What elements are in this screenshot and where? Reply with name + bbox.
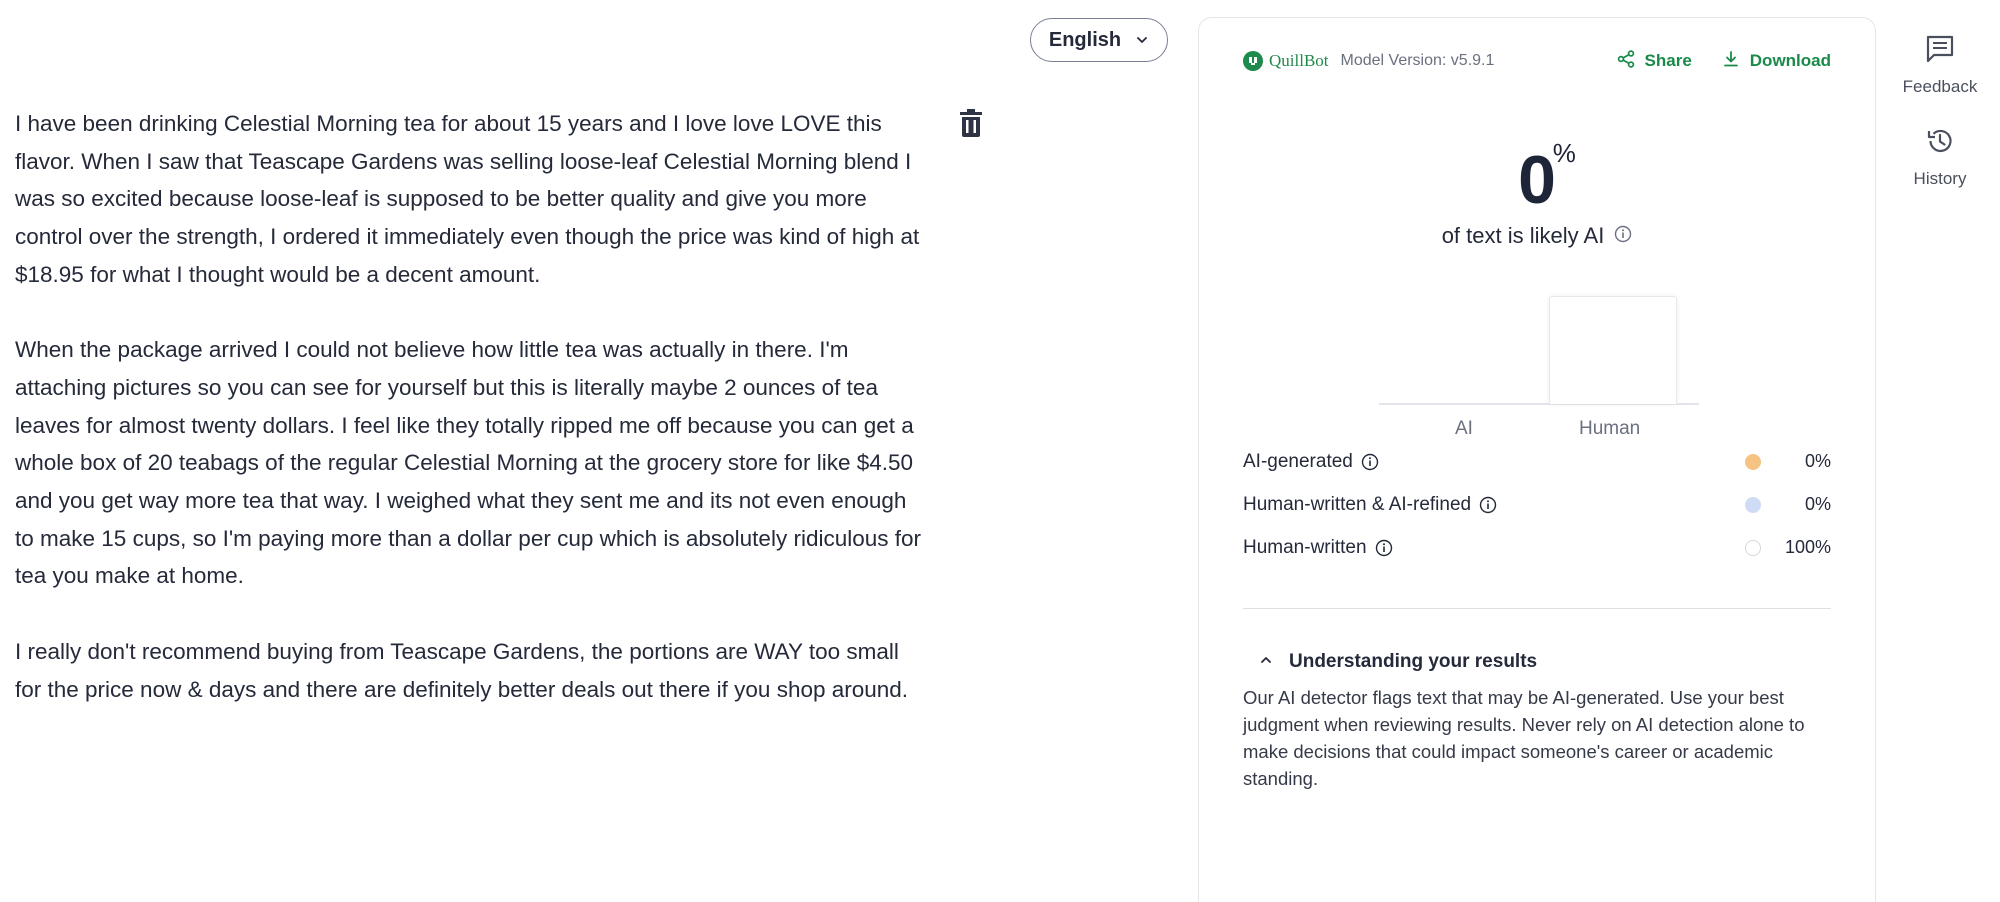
legend-label: Human-written & AI-refined	[1243, 493, 1472, 515]
model-version: Model Version: v5.9.1	[1340, 52, 1495, 69]
legend-dot-ai-generated	[1745, 454, 1761, 470]
info-icon[interactable]	[1614, 223, 1632, 249]
score-caption-row	[1199, 223, 1875, 249]
text-paragraph: I have been drinking Celestial Morning tea for about 15 years and I love love LOVE this flavor. When I saw that Teascape Gardens was selling loose-leaf Celestial Morning blend I was so excited because loose-leaf is supposed to be better quality and give you more control over the strength, I ordered it immediately even though the price was kind of high at $18.95 for what I thought would be a decent amount.	[15, 111, 920, 287]
legend-row-human-written	[1243, 526, 1831, 569]
info-icon[interactable]	[1375, 539, 1393, 557]
understanding-text: Our AI detector flags text that may be AI-generated. Use your best judgment when reviewing results. Never rely on AI detection alone to make decisions that could impact someone's career or academic standing.	[1243, 687, 1805, 789]
text-paragraph: When the package arrived I could not believe how little tea was actually in there. I'm attaching pictures so you can see for yourself but this is literally maybe 2 ounces of tea leaves for almost twenty dollars. I feel like they totally ripped me off because you can get a whole box of 20 teabags of the regular Celestial Morning at the grocery store for like $4.50 and you get way more tea that way. I weighed what they sent me and its not even enough to make 15 cups, so I'm paying more than a dollar per cup which is absolutely ridiculous for tea you make at home.	[15, 337, 921, 589]
chevron-down-icon	[1135, 33, 1149, 47]
history-button[interactable]	[1880, 126, 2000, 189]
bar-label-human: Human	[1579, 418, 1641, 439]
panel-header	[1243, 46, 1831, 76]
quillbot-logo	[1243, 51, 1329, 71]
chevron-up-icon	[1259, 651, 1273, 673]
ai-human-bar-chart	[1379, 278, 1699, 438]
understanding-title: Understanding your results	[1289, 651, 1538, 672]
understanding-toggle[interactable]	[1259, 651, 1537, 673]
language-label: English	[1048, 28, 1122, 51]
score-unit: %	[1552, 138, 1576, 168]
input-text-area[interactable]	[15, 105, 925, 746]
quillbot-logo-icon	[1243, 51, 1263, 71]
info-icon[interactable]	[1361, 453, 1379, 471]
legend-label: Human-written	[1243, 536, 1367, 558]
score-value: 0	[1518, 142, 1556, 218]
text-paragraph: I really don't recommend buying from Teascape Gardens, the portions are WAY too small for the price now & days and there are definitely better deals out there if you shop around.	[15, 638, 909, 702]
feedback-button[interactable]	[1880, 34, 2000, 97]
ai-score	[1199, 138, 1875, 218]
bar-label-ai: AI	[1455, 418, 1473, 439]
human-bar	[1549, 296, 1677, 404]
legend-value: 100%	[1784, 537, 1831, 557]
info-icon[interactable]	[1479, 496, 1497, 514]
download-icon	[1722, 50, 1740, 73]
legend-row-ai-refined	[1243, 483, 1831, 526]
legend-value: 0%	[1804, 451, 1831, 471]
legend-dot-human-written	[1745, 540, 1761, 556]
share-label: Share	[1644, 51, 1692, 70]
share-button[interactable]	[1617, 50, 1692, 73]
results-legend	[1243, 440, 1831, 569]
score-caption: of text is likely AI	[1441, 223, 1605, 248]
feedback-label: Feedback	[1902, 77, 1978, 96]
panel-divider	[1243, 608, 1831, 609]
language-dropdown[interactable]	[1030, 18, 1168, 62]
trash-icon[interactable]	[958, 108, 986, 140]
history-label: History	[1913, 169, 1967, 188]
legend-label: AI-generated	[1243, 450, 1353, 472]
legend-dot-ai-refined	[1745, 497, 1761, 513]
brand-name: QuillBot	[1269, 51, 1329, 70]
feedback-icon	[1880, 34, 2000, 69]
history-icon	[1880, 126, 2000, 161]
download-label: Download	[1749, 51, 1831, 70]
legend-value: 0%	[1804, 494, 1831, 514]
share-icon	[1617, 50, 1635, 73]
results-panel	[1198, 17, 1876, 902]
right-rail	[1880, 0, 2000, 902]
legend-row-ai-generated	[1243, 440, 1831, 483]
download-button[interactable]	[1722, 50, 1831, 73]
